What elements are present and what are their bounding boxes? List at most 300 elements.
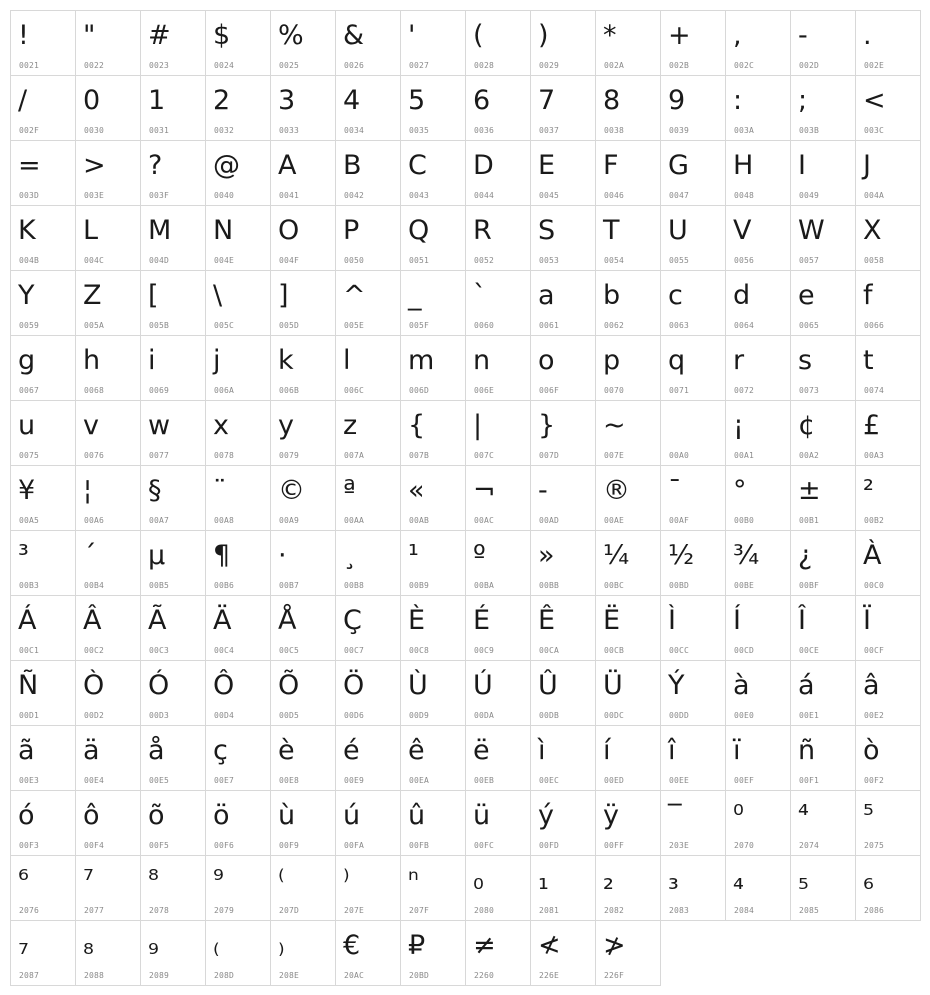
glyph-character: 5 [408,85,426,116]
glyph-codepoint: 2087 [19,971,40,980]
glyph-codepoint: 00EB [474,776,495,785]
glyph-codepoint: 00AD [539,516,560,525]
glyph-codepoint: 00E9 [344,776,365,785]
glyph-cell [531,531,596,596]
glyph-cell [596,726,661,791]
glyph-character: ¶ [213,540,231,571]
glyph-character: 3 [278,85,296,116]
glyph-character: 4 [343,85,361,116]
glyph-character: ⁹ [213,865,224,896]
glyph-codepoint: 0040 [214,191,235,200]
glyph-character: ⁰ [733,800,744,831]
glyph-character: ì [538,735,546,766]
glyph-cell [11,661,76,726]
glyph-character: Ò [83,670,105,701]
glyph-cell [791,466,856,531]
glyph-codepoint: 006C [344,386,365,395]
glyph-cell [141,596,206,661]
glyph-cell [596,271,661,336]
glyph-cell [531,466,596,531]
glyph-cell [271,856,336,921]
glyph-character: K [18,215,36,246]
glyph-codepoint: 00E5 [149,776,170,785]
glyph-codepoint: 0052 [474,256,495,265]
glyph-character: Å [278,605,297,636]
glyph-character: " [83,20,96,51]
glyph-cell [206,141,271,206]
glyph-cell [661,76,726,141]
glyph-cell [856,141,921,206]
glyph-codepoint: 0056 [734,256,755,265]
glyph-codepoint: 2260 [474,971,495,980]
glyph-codepoint: 00A5 [19,516,40,525]
glyph-codepoint: 0023 [149,61,170,70]
glyph-cell [401,726,466,791]
glyph-codepoint: 0075 [19,451,40,460]
glyph-codepoint: 00C1 [19,646,40,655]
glyph-character: P [343,215,360,246]
glyph-cell [11,531,76,596]
glyph-codepoint: 00B5 [149,581,170,590]
glyph-character: k [278,345,294,376]
glyph-character: ₎ [278,930,285,961]
glyph-codepoint: 00AB [409,516,430,525]
glyph-codepoint: 0032 [214,126,235,135]
glyph-codepoint: 2089 [149,971,170,980]
glyph-cell [401,206,466,271]
glyph-codepoint: 0043 [409,191,430,200]
glyph-cell [791,336,856,401]
glyph-codepoint: 00B8 [344,581,365,590]
glyph-codepoint: 004F [279,256,300,265]
glyph-cell [141,921,206,986]
glyph-cell [271,336,336,401]
glyph-codepoint: 0067 [19,386,40,395]
glyph-codepoint: 2084 [734,906,755,915]
glyph-character: d [733,280,751,311]
glyph-character: v [83,410,99,441]
glyph-codepoint: 002F [19,126,40,135]
glyph-character: ú [343,800,361,831]
glyph-codepoint: 0034 [344,126,365,135]
glyph-codepoint: 0071 [669,386,690,395]
glyph-cell [661,206,726,271]
glyph-codepoint: 00CA [539,646,560,655]
glyph-codepoint: 004C [84,256,105,265]
glyph-codepoint: 00EC [539,776,560,785]
glyph-cell [466,141,531,206]
glyph-codepoint: 00D2 [84,711,105,720]
glyph-character: â [863,670,880,701]
glyph-character: Ì [668,605,676,636]
glyph-character: b [603,280,621,311]
glyph-cell [206,466,271,531]
glyph-codepoint: 00E7 [214,776,235,785]
glyph-character: Ü [603,670,623,701]
glyph-character: c [668,280,683,311]
glyph-codepoint: 00DA [474,711,495,720]
glyph-character: » [538,540,555,571]
glyph-cell [271,11,336,76]
glyph-codepoint: 0073 [799,386,820,395]
glyph-cell [791,141,856,206]
glyph-cell [856,466,921,531]
glyph-codepoint: 00CC [669,646,690,655]
glyph-cell [726,661,791,726]
glyph-cell [271,791,336,856]
glyph-cell [791,271,856,336]
glyph-cell [856,726,921,791]
glyph-codepoint: 2076 [19,906,40,915]
glyph-cell [726,856,791,921]
glyph-character: O [278,215,300,246]
glyph-character: m [408,345,435,376]
glyph-codepoint: 003F [149,191,170,200]
glyph-character: ⁵ [863,800,874,831]
glyph-character: Ç [343,605,362,636]
glyph-cell [726,401,791,466]
glyph-codepoint: 0061 [539,321,560,330]
glyph-character: ( [473,20,484,51]
glyph-character: ₽ [408,930,426,961]
glyph-character: G [668,150,689,181]
glyph-codepoint: 00B0 [734,516,755,525]
glyph-codepoint: 00F5 [149,841,170,850]
glyph-cell [856,531,921,596]
glyph-codepoint: 0038 [604,126,625,135]
glyph-character: · [278,540,287,571]
glyph-cell [141,271,206,336]
glyph-cell [271,921,336,986]
glyph-cell [661,466,726,531]
glyph-character: , [733,20,742,51]
glyph-codepoint: 00D9 [409,711,430,720]
glyph-character: ⁽ [278,865,285,896]
glyph-character: r [733,345,745,376]
glyph-codepoint: 0042 [344,191,365,200]
glyph-cell [596,791,661,856]
glyph-character: g [18,345,36,376]
glyph-character: # [148,20,171,51]
glyph-codepoint: 00D4 [214,711,235,720]
glyph-cell [726,791,791,856]
glyph-codepoint: 0021 [19,61,40,70]
glyph-character: ¡ [733,410,744,441]
glyph-cell [141,401,206,466]
glyph-cell [141,141,206,206]
glyph-codepoint: 0053 [539,256,560,265]
glyph-cell [466,401,531,466]
glyph-codepoint: 0028 [474,61,495,70]
glyph-codepoint: 00B7 [279,581,300,590]
glyph-character: U [668,215,688,246]
glyph-character: É [473,605,491,636]
glyph-codepoint: 2085 [799,906,820,915]
glyph-cell [726,531,791,596]
glyph-cell [336,726,401,791]
glyph-character: ¢ [798,410,816,441]
glyph-character: / [18,85,28,116]
glyph-codepoint: 00F2 [864,776,885,785]
glyph-cell [856,791,921,856]
glyph-codepoint: 00B6 [214,581,235,590]
glyph-codepoint: 0065 [799,321,820,330]
glyph-cell [271,271,336,336]
glyph-cell [141,856,206,921]
glyph-codepoint: 00A1 [734,451,755,460]
glyph-character: ' [408,20,416,51]
glyph-character: ³ [18,540,29,571]
glyph-character: ¥ [18,475,36,506]
glyph-character: È [408,605,426,636]
glyph-cell [401,336,466,401]
glyph-cell [76,336,141,401]
glyph-codepoint: 003E [84,191,105,200]
glyph-cell [401,921,466,986]
glyph-cell [206,791,271,856]
glyph-codepoint: 2074 [799,841,820,850]
glyph-codepoint: 2070 [734,841,755,850]
glyph-codepoint: 0074 [864,386,885,395]
glyph-character: ₄ [733,865,744,896]
glyph-character: ü [473,800,491,831]
glyph-codepoint: 00C4 [214,646,235,655]
glyph-cell [76,921,141,986]
glyph-cell [76,141,141,206]
glyph-character: l [343,345,351,376]
glyph-character: á [798,670,815,701]
glyph-character: Û [538,670,558,701]
glyph-character: ¨ [213,475,227,506]
glyph-codepoint: 00CF [864,646,885,655]
glyph-cell [336,271,401,336]
glyph-cell [206,76,271,141]
glyph-character: ₈ [83,930,94,961]
glyph-codepoint: 00DD [669,711,690,720]
glyph-cell [661,791,726,856]
glyph-character: w [148,410,171,441]
glyph-character: Ë [603,605,621,636]
glyph-character: ⁿ [408,865,419,896]
glyph-character: x [213,410,229,441]
glyph-cell [726,336,791,401]
glyph-cell [531,401,596,466]
glyph-cell [531,206,596,271]
glyph-codepoint: 005B [149,321,170,330]
glyph-cell [531,11,596,76]
glyph-character: ¿ [798,540,813,571]
glyph-character: : [733,85,743,116]
glyph-character: z [343,410,358,441]
glyph-cell [596,921,661,986]
glyph-cell [596,466,661,531]
glyph-codepoint: 226E [539,971,560,980]
glyph-cell [791,791,856,856]
glyph-codepoint: 004D [149,256,170,265]
glyph-cell [531,76,596,141]
glyph-character: ä [83,735,100,766]
glyph-character: © [278,475,305,506]
glyph-codepoint: 004E [214,256,235,265]
glyph-cell [206,921,271,986]
glyph-cell [791,401,856,466]
glyph-codepoint: 0027 [409,61,430,70]
glyph-character: ó [18,800,35,831]
glyph-cell [401,596,466,661]
glyph-cell [76,531,141,596]
glyph-codepoint: 0041 [279,191,300,200]
glyph-codepoint: 207F [409,906,430,915]
glyph-codepoint: 0049 [799,191,820,200]
glyph-codepoint: 00CB [604,646,625,655]
glyph-character: ₅ [798,865,809,896]
glyph-character: - [538,475,548,506]
glyph-codepoint: 0057 [799,256,820,265]
glyph-character: X [863,215,882,246]
glyph-character: ₃ [668,865,679,896]
glyph-codepoint: 00BD [669,581,690,590]
glyph-character: ë [473,735,490,766]
glyph-codepoint: 00BF [799,581,820,590]
glyph-cell [336,466,401,531]
glyph-character: 1 [148,85,166,116]
glyph-character: F [603,150,619,181]
glyph-codepoint: 0069 [149,386,170,395]
glyph-codepoint: 00DC [604,711,625,720]
glyph-character: é [343,735,360,766]
glyph-codepoint: 00CD [734,646,755,655]
glyph-character: ¸ [343,540,357,571]
glyph-codepoint: 2080 [474,906,495,915]
glyph-character: ª [343,475,356,506]
glyph-character: R [473,215,492,246]
glyph-cell [11,336,76,401]
glyph-character: | [473,410,483,441]
glyph-codepoint: 00EF [734,776,755,785]
glyph-cell [11,11,76,76]
glyph-cell [11,466,76,531]
glyph-codepoint: 005F [409,321,430,330]
glyph-codepoint: 0031 [149,126,170,135]
glyph-codepoint: 006A [214,386,235,395]
glyph-cell [206,856,271,921]
glyph-codepoint: 0060 [474,321,495,330]
glyph-character: Y [18,280,35,311]
glyph-codepoint: 005D [279,321,300,330]
glyph-codepoint: 00E0 [734,711,755,720]
glyph-codepoint: 002A [604,61,625,70]
glyph-character: = [18,150,41,181]
glyph-codepoint: 00FF [604,841,625,850]
glyph-codepoint: 0076 [84,451,105,460]
glyph-cell [271,661,336,726]
glyph-cell [791,596,856,661]
glyph-codepoint: 00A2 [799,451,820,460]
glyph-character: . [863,20,872,51]
glyph-cell [531,856,596,921]
glyph-character: C [408,150,427,181]
glyph-cell [531,336,596,401]
glyph-cell [856,76,921,141]
glyph-codepoint: 0036 [474,126,495,135]
glyph-cell [531,271,596,336]
glyph-codepoint: 0077 [149,451,170,460]
glyph-character: ₇ [18,930,29,961]
glyph-character: î [668,735,676,766]
glyph-cell [401,466,466,531]
glyph-character: & [343,20,365,51]
glyph-character: \ [213,280,223,311]
glyph-codepoint: 0064 [734,321,755,330]
glyph-codepoint: 00BA [474,581,495,590]
glyph-cell [141,206,206,271]
glyph-character: º [473,540,486,571]
glyph-character: Á [18,605,37,636]
glyph-codepoint: 00C5 [279,646,300,655]
glyph-cell [206,531,271,596]
glyph-codepoint: 00D5 [279,711,300,720]
glyph-cell [596,596,661,661]
glyph-codepoint: 002B [669,61,690,70]
glyph-character: ₉ [148,930,159,961]
glyph-character: } [538,410,556,441]
glyph-character: H [733,150,754,181]
glyph-codepoint: 00F9 [279,841,300,850]
glyph-cell [466,661,531,726]
glyph-character: Ê [538,605,556,636]
glyph-cell [596,76,661,141]
glyph-cell [596,206,661,271]
glyph-character: < [863,85,886,116]
glyph-character: ⁴ [798,800,809,831]
glyph-character: % [278,20,304,51]
glyph-character: ö [213,800,230,831]
glyph-codepoint: 005C [214,321,235,330]
glyph-cell [466,596,531,661]
glyph-cell [466,856,531,921]
glyph-codepoint: 00A0 [669,451,690,460]
glyph-cell [336,206,401,271]
glyph-character: ? [148,150,163,181]
glyph-cell [336,531,401,596]
glyph-codepoint: 00EE [669,776,690,785]
glyph-cell [856,206,921,271]
glyph-character: E [538,150,556,181]
glyph-cell [531,791,596,856]
glyph-cell [661,596,726,661]
glyph-codepoint: 00C3 [149,646,170,655]
glyph-character: ~ [603,410,626,441]
glyph-cell [466,791,531,856]
glyph-cell [791,856,856,921]
glyph-cell [401,661,466,726]
glyph-codepoint: 00A3 [864,451,885,460]
glyph-cell [141,76,206,141]
glyph-character: + [668,20,691,51]
glyph-character: ≮ [538,930,561,961]
glyph-cell [206,336,271,401]
glyph-codepoint: 0048 [734,191,755,200]
glyph-codepoint: 0068 [84,386,105,395]
glyph-character: u [18,410,36,441]
glyph-codepoint: 00D6 [344,711,365,720]
glyph-cell [76,661,141,726]
glyph-cell [661,11,726,76]
glyph-character: S [538,215,556,246]
glyph-character: $ [213,20,231,51]
glyph-character: 2 [213,85,231,116]
glyph-codepoint: 0054 [604,256,625,265]
